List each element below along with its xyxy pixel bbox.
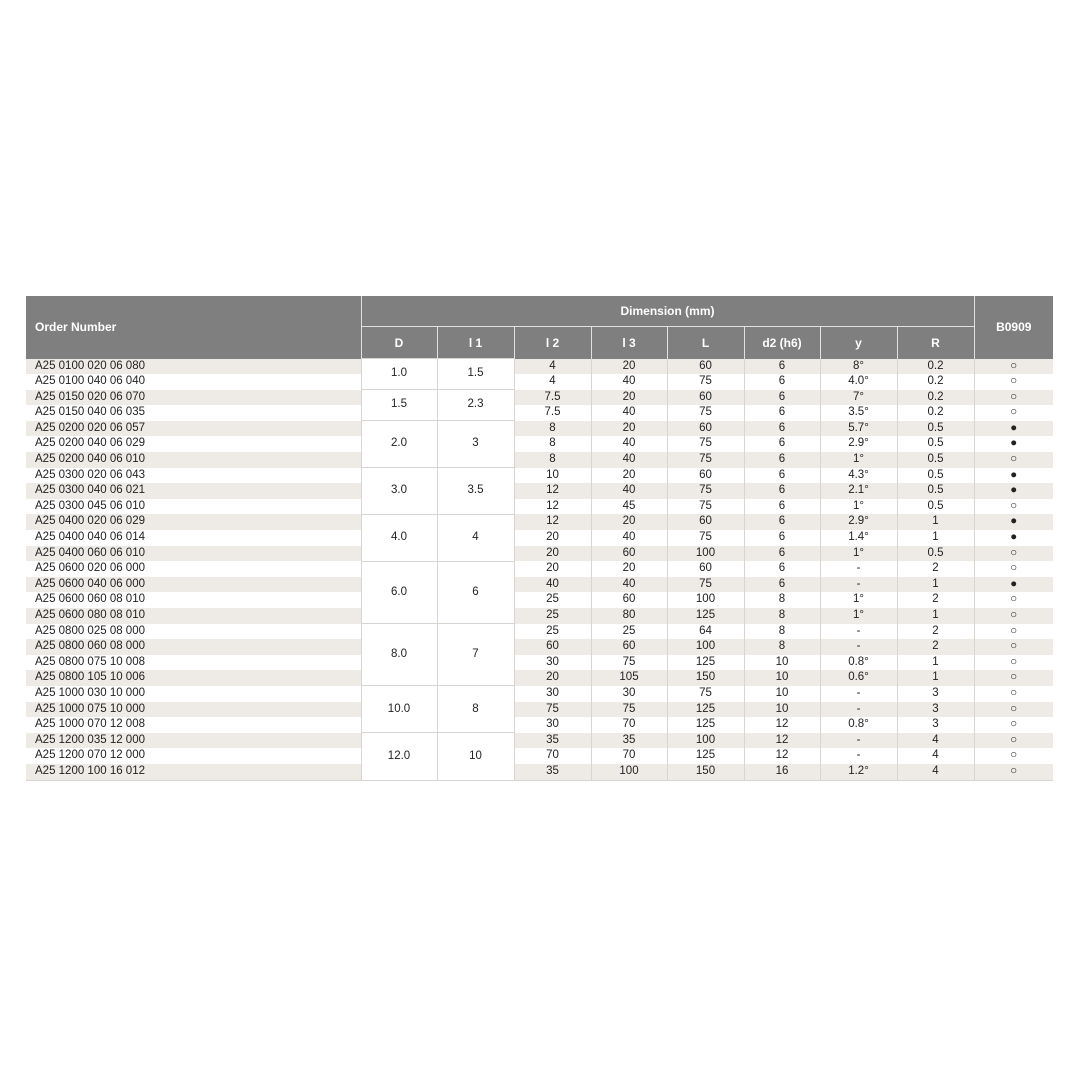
col-header-l3: l 3 bbox=[591, 327, 667, 359]
order-number-cell: A25 0300 020 06 043 bbox=[26, 468, 361, 484]
order-number-cell: A25 0800 025 08 000 bbox=[26, 624, 361, 640]
table-row bbox=[26, 421, 1053, 437]
table-row bbox=[26, 468, 1053, 484]
l2-cell: 70 bbox=[514, 748, 591, 764]
l2-cell: 10 bbox=[514, 468, 591, 484]
b0909-header: B0909 bbox=[974, 296, 1053, 359]
length-cell: 100 bbox=[667, 639, 744, 655]
d2-cell: 10 bbox=[744, 702, 820, 718]
b0909-availability-cell: ● bbox=[974, 468, 1053, 484]
diameter-cell: 3.0 bbox=[361, 468, 437, 515]
l3-cell: 20 bbox=[591, 390, 667, 406]
radius-cell: 0.2 bbox=[897, 359, 974, 375]
d2-cell: 6 bbox=[744, 577, 820, 593]
y-angle-cell: 1.4° bbox=[820, 530, 897, 546]
radius-cell: 2 bbox=[897, 624, 974, 640]
b0909-availability-cell: ○ bbox=[974, 639, 1053, 655]
radius-cell: 2 bbox=[897, 592, 974, 608]
y-angle-cell: 7° bbox=[820, 390, 897, 406]
radius-cell: 0.2 bbox=[897, 405, 974, 421]
length-cell: 60 bbox=[667, 359, 744, 375]
col-header-l1: l 1 bbox=[437, 327, 514, 359]
length-cell: 150 bbox=[667, 670, 744, 686]
d2-cell: 6 bbox=[744, 436, 820, 452]
order-number-cell: A25 0600 060 08 010 bbox=[26, 592, 361, 608]
diameter-cell: 4.0 bbox=[361, 514, 437, 561]
table-row bbox=[26, 405, 1053, 421]
l1-cell: 4 bbox=[437, 514, 514, 561]
d2-cell: 12 bbox=[744, 733, 820, 749]
b0909-availability-cell: ○ bbox=[974, 561, 1053, 577]
d2-cell: 6 bbox=[744, 390, 820, 406]
order-number-cell: A25 0400 060 06 010 bbox=[26, 546, 361, 562]
l3-cell: 40 bbox=[591, 436, 667, 452]
b0909-availability-cell: ○ bbox=[974, 655, 1053, 671]
order-number-cell: A25 0150 040 06 035 bbox=[26, 405, 361, 421]
order-number-cell: A25 0200 040 06 029 bbox=[26, 436, 361, 452]
radius-cell: 4 bbox=[897, 748, 974, 764]
l2-cell: 8 bbox=[514, 452, 591, 468]
table-row bbox=[26, 624, 1053, 640]
diameter-cell: 1.0 bbox=[361, 359, 437, 390]
table-row bbox=[26, 390, 1053, 406]
l2-cell: 35 bbox=[514, 764, 591, 780]
order-number-cell: A25 1000 030 10 000 bbox=[26, 686, 361, 702]
length-cell: 100 bbox=[667, 592, 744, 608]
diameter-cell: 2.0 bbox=[361, 421, 437, 468]
d2-cell: 8 bbox=[744, 624, 820, 640]
radius-cell: 1 bbox=[897, 608, 974, 624]
radius-cell: 0.5 bbox=[897, 468, 974, 484]
l2-cell: 20 bbox=[514, 530, 591, 546]
radius-cell: 4 bbox=[897, 764, 974, 780]
table-row bbox=[26, 717, 1053, 733]
order-number-cell: A25 0300 045 06 010 bbox=[26, 499, 361, 515]
table-row bbox=[26, 733, 1053, 749]
order-number-cell: A25 1200 070 12 000 bbox=[26, 748, 361, 764]
l3-cell: 100 bbox=[591, 764, 667, 780]
order-number-cell: A25 0200 040 06 010 bbox=[26, 452, 361, 468]
length-cell: 100 bbox=[667, 546, 744, 562]
l1-cell: 8 bbox=[437, 686, 514, 733]
radius-cell: 0.5 bbox=[897, 421, 974, 437]
l2-cell: 60 bbox=[514, 639, 591, 655]
b0909-availability-cell: ○ bbox=[974, 608, 1053, 624]
l3-cell: 40 bbox=[591, 374, 667, 390]
col-header-d2: d2 (h6) bbox=[744, 327, 820, 359]
col-header-y: y bbox=[820, 327, 897, 359]
length-cell: 75 bbox=[667, 686, 744, 702]
diameter-cell: 12.0 bbox=[361, 733, 437, 780]
table-row bbox=[26, 670, 1053, 686]
d2-cell: 6 bbox=[744, 421, 820, 437]
y-angle-cell: 0.8° bbox=[820, 655, 897, 671]
d2-cell: 6 bbox=[744, 452, 820, 468]
order-number-cell: A25 1200 035 12 000 bbox=[26, 733, 361, 749]
l3-cell: 105 bbox=[591, 670, 667, 686]
b0909-availability-cell: ○ bbox=[974, 748, 1053, 764]
length-cell: 60 bbox=[667, 421, 744, 437]
b0909-availability-cell: ○ bbox=[974, 499, 1053, 515]
b0909-availability-cell: ● bbox=[974, 577, 1053, 593]
col-header-l2: l 2 bbox=[514, 327, 591, 359]
l2-cell: 12 bbox=[514, 514, 591, 530]
radius-cell: 1 bbox=[897, 530, 974, 546]
l3-cell: 60 bbox=[591, 592, 667, 608]
b0909-availability-cell: ○ bbox=[974, 405, 1053, 421]
b0909-availability-cell: ○ bbox=[974, 374, 1053, 390]
radius-cell: 0.5 bbox=[897, 546, 974, 562]
table-row bbox=[26, 748, 1053, 764]
d2-cell: 6 bbox=[744, 468, 820, 484]
length-cell: 125 bbox=[667, 702, 744, 718]
l1-cell: 2.3 bbox=[437, 390, 514, 421]
table-row bbox=[26, 436, 1053, 452]
l1-cell: 3 bbox=[437, 421, 514, 468]
b0909-availability-cell: ○ bbox=[974, 670, 1053, 686]
l3-cell: 30 bbox=[591, 686, 667, 702]
col-header-R: R bbox=[897, 327, 974, 359]
l3-cell: 70 bbox=[591, 717, 667, 733]
l2-cell: 25 bbox=[514, 624, 591, 640]
l3-cell: 45 bbox=[591, 499, 667, 515]
l3-cell: 25 bbox=[591, 624, 667, 640]
l3-cell: 20 bbox=[591, 514, 667, 530]
d2-cell: 6 bbox=[744, 359, 820, 375]
d2-cell: 10 bbox=[744, 655, 820, 671]
d2-cell: 6 bbox=[744, 499, 820, 515]
b0909-availability-cell: ○ bbox=[974, 546, 1053, 562]
l3-cell: 80 bbox=[591, 608, 667, 624]
radius-cell: 1 bbox=[897, 670, 974, 686]
diameter-cell: 10.0 bbox=[361, 686, 437, 733]
length-cell: 75 bbox=[667, 452, 744, 468]
table-row bbox=[26, 546, 1053, 562]
l2-cell: 75 bbox=[514, 702, 591, 718]
l2-cell: 7.5 bbox=[514, 390, 591, 406]
length-cell: 75 bbox=[667, 436, 744, 452]
l2-cell: 20 bbox=[514, 561, 591, 577]
radius-cell: 0.5 bbox=[897, 483, 974, 499]
length-cell: 125 bbox=[667, 655, 744, 671]
l2-cell: 8 bbox=[514, 421, 591, 437]
l2-cell: 20 bbox=[514, 546, 591, 562]
table-row bbox=[26, 452, 1053, 468]
l3-cell: 60 bbox=[591, 546, 667, 562]
order-number-cell: A25 0100 020 06 080 bbox=[26, 359, 361, 375]
order-number-cell: A25 0600 080 08 010 bbox=[26, 608, 361, 624]
l1-cell: 3.5 bbox=[437, 468, 514, 515]
b0909-availability-cell: ○ bbox=[974, 686, 1053, 702]
b0909-availability-cell: ○ bbox=[974, 592, 1053, 608]
l3-cell: 20 bbox=[591, 421, 667, 437]
spec-table bbox=[26, 296, 1053, 781]
l2-cell: 4 bbox=[514, 374, 591, 390]
d2-cell: 8 bbox=[744, 639, 820, 655]
y-angle-cell: 1° bbox=[820, 452, 897, 468]
l2-cell: 12 bbox=[514, 483, 591, 499]
d2-cell: 6 bbox=[744, 514, 820, 530]
l3-cell: 20 bbox=[591, 468, 667, 484]
l2-cell: 35 bbox=[514, 733, 591, 749]
b0909-availability-cell: ● bbox=[974, 421, 1053, 437]
l2-cell: 8 bbox=[514, 436, 591, 452]
l3-cell: 60 bbox=[591, 639, 667, 655]
y-angle-cell: 3.5° bbox=[820, 405, 897, 421]
order-number-cell: A25 0600 020 06 000 bbox=[26, 561, 361, 577]
length-cell: 150 bbox=[667, 764, 744, 780]
radius-cell: 0.5 bbox=[897, 436, 974, 452]
d2-cell: 12 bbox=[744, 748, 820, 764]
order-number-cell: A25 0200 020 06 057 bbox=[26, 421, 361, 437]
y-angle-cell: 2.9° bbox=[820, 514, 897, 530]
radius-cell: 2 bbox=[897, 639, 974, 655]
length-cell: 64 bbox=[667, 624, 744, 640]
table-row bbox=[26, 592, 1053, 608]
l3-cell: 40 bbox=[591, 483, 667, 499]
radius-cell: 0.2 bbox=[897, 390, 974, 406]
order-number-cell: A25 0800 105 10 006 bbox=[26, 670, 361, 686]
l3-cell: 40 bbox=[591, 405, 667, 421]
length-cell: 60 bbox=[667, 390, 744, 406]
length-cell: 125 bbox=[667, 717, 744, 733]
y-angle-cell: 4.3° bbox=[820, 468, 897, 484]
length-cell: 75 bbox=[667, 374, 744, 390]
table-row bbox=[26, 359, 1053, 375]
order-number-cell: A25 0400 020 06 029 bbox=[26, 514, 361, 530]
y-angle-cell: 0.8° bbox=[820, 717, 897, 733]
order-number-cell: A25 0600 040 06 000 bbox=[26, 577, 361, 593]
l2-cell: 40 bbox=[514, 577, 591, 593]
l2-cell: 30 bbox=[514, 655, 591, 671]
y-angle-cell: 1.2° bbox=[820, 764, 897, 780]
diameter-cell: 1.5 bbox=[361, 390, 437, 421]
order-number-cell: A25 1000 070 12 008 bbox=[26, 717, 361, 733]
y-angle-cell: 2.9° bbox=[820, 436, 897, 452]
radius-cell: 0.5 bbox=[897, 452, 974, 468]
b0909-availability-cell: ○ bbox=[974, 452, 1053, 468]
l2-cell: 30 bbox=[514, 717, 591, 733]
l3-cell: 20 bbox=[591, 359, 667, 375]
radius-cell: 1 bbox=[897, 514, 974, 530]
l2-cell: 25 bbox=[514, 608, 591, 624]
d2-cell: 16 bbox=[744, 764, 820, 780]
y-angle-cell: 4.0° bbox=[820, 374, 897, 390]
l2-cell: 4 bbox=[514, 359, 591, 375]
radius-cell: 3 bbox=[897, 702, 974, 718]
length-cell: 75 bbox=[667, 483, 744, 499]
col-header-D: D bbox=[361, 327, 437, 359]
table-body bbox=[26, 359, 1053, 781]
radius-cell: 0.2 bbox=[897, 374, 974, 390]
b0909-availability-cell: ● bbox=[974, 436, 1053, 452]
table-row bbox=[26, 577, 1053, 593]
d2-cell: 6 bbox=[744, 530, 820, 546]
table-row bbox=[26, 561, 1053, 577]
d2-cell: 6 bbox=[744, 483, 820, 499]
y-angle-cell: 1° bbox=[820, 592, 897, 608]
length-cell: 60 bbox=[667, 514, 744, 530]
l2-cell: 20 bbox=[514, 670, 591, 686]
order-number-cell: A25 0100 040 06 040 bbox=[26, 374, 361, 390]
length-cell: 75 bbox=[667, 530, 744, 546]
d2-cell: 12 bbox=[744, 717, 820, 733]
table-row bbox=[26, 530, 1053, 546]
table-row bbox=[26, 686, 1053, 702]
y-angle-cell: - bbox=[820, 748, 897, 764]
y-angle-cell: - bbox=[820, 624, 897, 640]
b0909-availability-cell: ○ bbox=[974, 390, 1053, 406]
length-cell: 75 bbox=[667, 577, 744, 593]
d2-cell: 8 bbox=[744, 608, 820, 624]
d2-cell: 10 bbox=[744, 670, 820, 686]
y-angle-cell: 8° bbox=[820, 359, 897, 375]
length-cell: 125 bbox=[667, 608, 744, 624]
order-number-cell: A25 0800 060 08 000 bbox=[26, 639, 361, 655]
l2-cell: 25 bbox=[514, 592, 591, 608]
col-header-L: L bbox=[667, 327, 744, 359]
l3-cell: 35 bbox=[591, 733, 667, 749]
diameter-cell: 6.0 bbox=[361, 561, 437, 623]
table-row bbox=[26, 483, 1053, 499]
table-row bbox=[26, 639, 1053, 655]
table-row bbox=[26, 514, 1053, 530]
l3-cell: 75 bbox=[591, 702, 667, 718]
y-angle-cell: - bbox=[820, 702, 897, 718]
y-angle-cell: - bbox=[820, 639, 897, 655]
order-number-cell: A25 1200 100 16 012 bbox=[26, 764, 361, 780]
b0909-availability-cell: ○ bbox=[974, 733, 1053, 749]
l3-cell: 20 bbox=[591, 561, 667, 577]
y-angle-cell: 1° bbox=[820, 546, 897, 562]
length-cell: 60 bbox=[667, 468, 744, 484]
radius-cell: 3 bbox=[897, 686, 974, 702]
dimension-header: Dimension (mm) bbox=[361, 296, 974, 327]
l3-cell: 70 bbox=[591, 748, 667, 764]
d2-cell: 8 bbox=[744, 592, 820, 608]
length-cell: 60 bbox=[667, 561, 744, 577]
table-row bbox=[26, 374, 1053, 390]
y-angle-cell: - bbox=[820, 577, 897, 593]
order-number-header: Order Number bbox=[26, 296, 361, 359]
d2-cell: 10 bbox=[744, 686, 820, 702]
table-row bbox=[26, 702, 1053, 718]
l3-cell: 75 bbox=[591, 655, 667, 671]
table-row bbox=[26, 655, 1053, 671]
radius-cell: 3 bbox=[897, 717, 974, 733]
b0909-availability-cell: ○ bbox=[974, 702, 1053, 718]
d2-cell: 6 bbox=[744, 546, 820, 562]
b0909-availability-cell: ○ bbox=[974, 717, 1053, 733]
order-number-cell: A25 1000 075 10 000 bbox=[26, 702, 361, 718]
b0909-availability-cell: ● bbox=[974, 483, 1053, 499]
table-row bbox=[26, 764, 1053, 780]
y-angle-cell: - bbox=[820, 733, 897, 749]
l3-cell: 40 bbox=[591, 577, 667, 593]
l3-cell: 40 bbox=[591, 530, 667, 546]
y-angle-cell: 1° bbox=[820, 608, 897, 624]
radius-cell: 2 bbox=[897, 561, 974, 577]
table-row bbox=[26, 499, 1053, 515]
l1-cell: 1.5 bbox=[437, 359, 514, 390]
l1-cell: 10 bbox=[437, 733, 514, 780]
radius-cell: 1 bbox=[897, 577, 974, 593]
length-cell: 100 bbox=[667, 733, 744, 749]
y-angle-cell: 5.7° bbox=[820, 421, 897, 437]
y-angle-cell: 2.1° bbox=[820, 483, 897, 499]
length-cell: 75 bbox=[667, 499, 744, 515]
length-cell: 125 bbox=[667, 748, 744, 764]
diameter-cell: 8.0 bbox=[361, 624, 437, 686]
l1-cell: 6 bbox=[437, 561, 514, 623]
b0909-availability-cell: ● bbox=[974, 514, 1053, 530]
y-angle-cell: - bbox=[820, 561, 897, 577]
y-angle-cell: - bbox=[820, 686, 897, 702]
radius-cell: 1 bbox=[897, 655, 974, 671]
order-number-cell: A25 0800 075 10 008 bbox=[26, 655, 361, 671]
l2-cell: 7.5 bbox=[514, 405, 591, 421]
l2-cell: 12 bbox=[514, 499, 591, 515]
radius-cell: 4 bbox=[897, 733, 974, 749]
b0909-availability-cell: ○ bbox=[974, 359, 1053, 375]
order-number-cell: A25 0400 040 06 014 bbox=[26, 530, 361, 546]
d2-cell: 6 bbox=[744, 561, 820, 577]
radius-cell: 0.5 bbox=[897, 499, 974, 515]
y-angle-cell: 1° bbox=[820, 499, 897, 515]
order-number-cell: A25 0300 040 06 021 bbox=[26, 483, 361, 499]
l3-cell: 40 bbox=[591, 452, 667, 468]
d2-cell: 6 bbox=[744, 374, 820, 390]
b0909-availability-cell: ○ bbox=[974, 764, 1053, 780]
b0909-availability-cell: ● bbox=[974, 530, 1053, 546]
d2-cell: 6 bbox=[744, 405, 820, 421]
length-cell: 75 bbox=[667, 405, 744, 421]
table-row bbox=[26, 608, 1053, 624]
y-angle-cell: 0.6° bbox=[820, 670, 897, 686]
l1-cell: 7 bbox=[437, 624, 514, 686]
l2-cell: 30 bbox=[514, 686, 591, 702]
order-number-cell: A25 0150 020 06 070 bbox=[26, 390, 361, 406]
b0909-availability-cell: ○ bbox=[974, 624, 1053, 640]
